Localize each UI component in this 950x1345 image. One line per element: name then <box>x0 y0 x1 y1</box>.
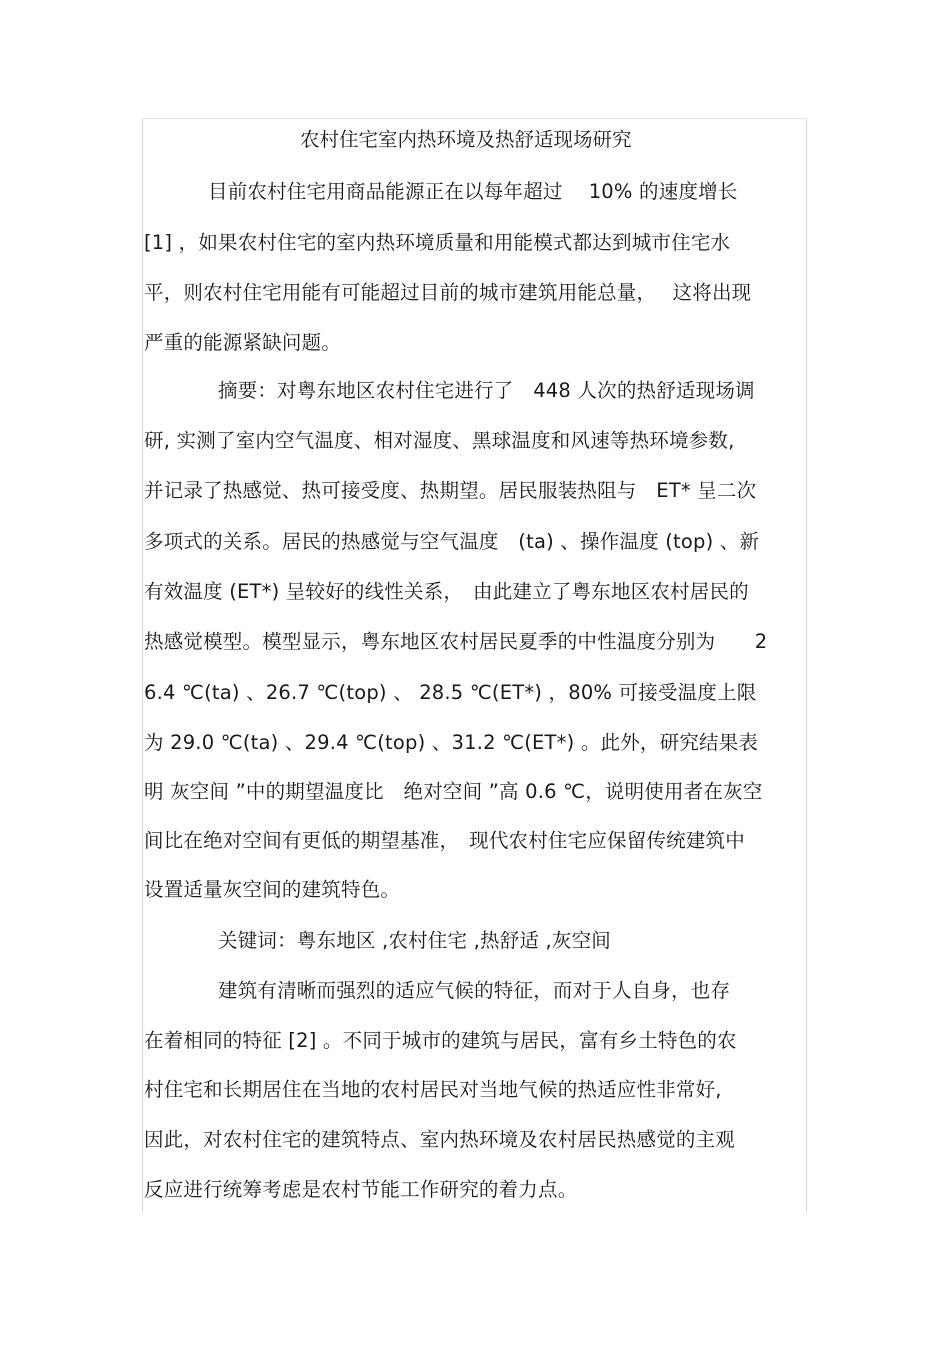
abstract-line: 热感觉模型。模型显示，粤东地区农村居民夏季的中性温度分别为 2 <box>144 630 768 653</box>
abstract-line: 有效温度 (ET*) 呈较好的线性关系， 由此建立了粤东地区农村居民的 <box>144 580 749 603</box>
abstract-line: 间比在绝对空间有更低的期望基准， 现代农村住宅应保留传统建筑中 <box>144 829 745 852</box>
abstract-line: 并记录了热感觉、热可接受度、热期望。居民服装热阻与 ET* 呈二次 <box>144 479 757 502</box>
abstract-line: 明 灰空间 ”中的期望温度比 绝对空间 ”高 0.6 ℃，说明使用者在灰空 <box>144 780 763 803</box>
abstract-line: 6.4 ℃(ta) 、26.7 ℃(top) 、 28.5 ℃(ET*) ，80% 可接受温度上限 <box>144 681 757 704</box>
body-line: 村住宅和长期居住在当地的农村居民对当地气候的热适应性非常好, <box>144 1078 722 1101</box>
body-line: 平，则农村住宅用能有可能超过目前的城市建筑用能总量， 这将出现 <box>144 281 752 304</box>
abstract-line: 设置适量灰空间的建筑特色。 <box>144 878 401 901</box>
body-line: 在着相同的特征 [2] 。不同于城市的建筑与居民，富有乡土特色的农 <box>144 1029 737 1052</box>
body-line: 因此，对农村住宅的建筑特点、室内热环境及农村居民热感觉的主观 <box>144 1128 736 1151</box>
body-line: [1] ，如果农村住宅的室内热环境质量和用能模式都达到城市住宅水 <box>144 231 731 254</box>
document-title: 农村住宅室内热环境及热舒适现场研究 <box>300 128 632 151</box>
abstract-line: 多项式的关系。居民的热感觉与空气温度 (ta) 、操作温度 (top) 、新 <box>144 530 760 553</box>
abstract-line: 摘要：对粤东地区农村住宅进行了 448 人次的热舒适现场调 <box>218 379 755 402</box>
abstract-line: 为 29.0 ℃(ta) 、29.4 ℃(top) 、31.2 ℃(ET*) 。此外，研究结果表 <box>144 731 759 754</box>
body-line: 目前农村住宅用商品能源正在以每年超过 10% 的速度增长 <box>208 180 738 203</box>
abstract-line: 研, 实测了室内空气温度、相对湿度、黑球温度和风速等热环境参数, <box>144 429 735 452</box>
body-line: 严重的能源紧缺问题。 <box>144 331 342 354</box>
keywords-line: 关键词：粤东地区 ,农村住宅 ,热舒适 ,灰空间 <box>218 929 611 952</box>
body-line: 建筑有清晰而强烈的适应气候的特征，而对于人自身，也存 <box>218 979 731 1002</box>
body-line: 反应进行统筹考虑是农村节能工作研究的着力点。 <box>144 1178 578 1201</box>
